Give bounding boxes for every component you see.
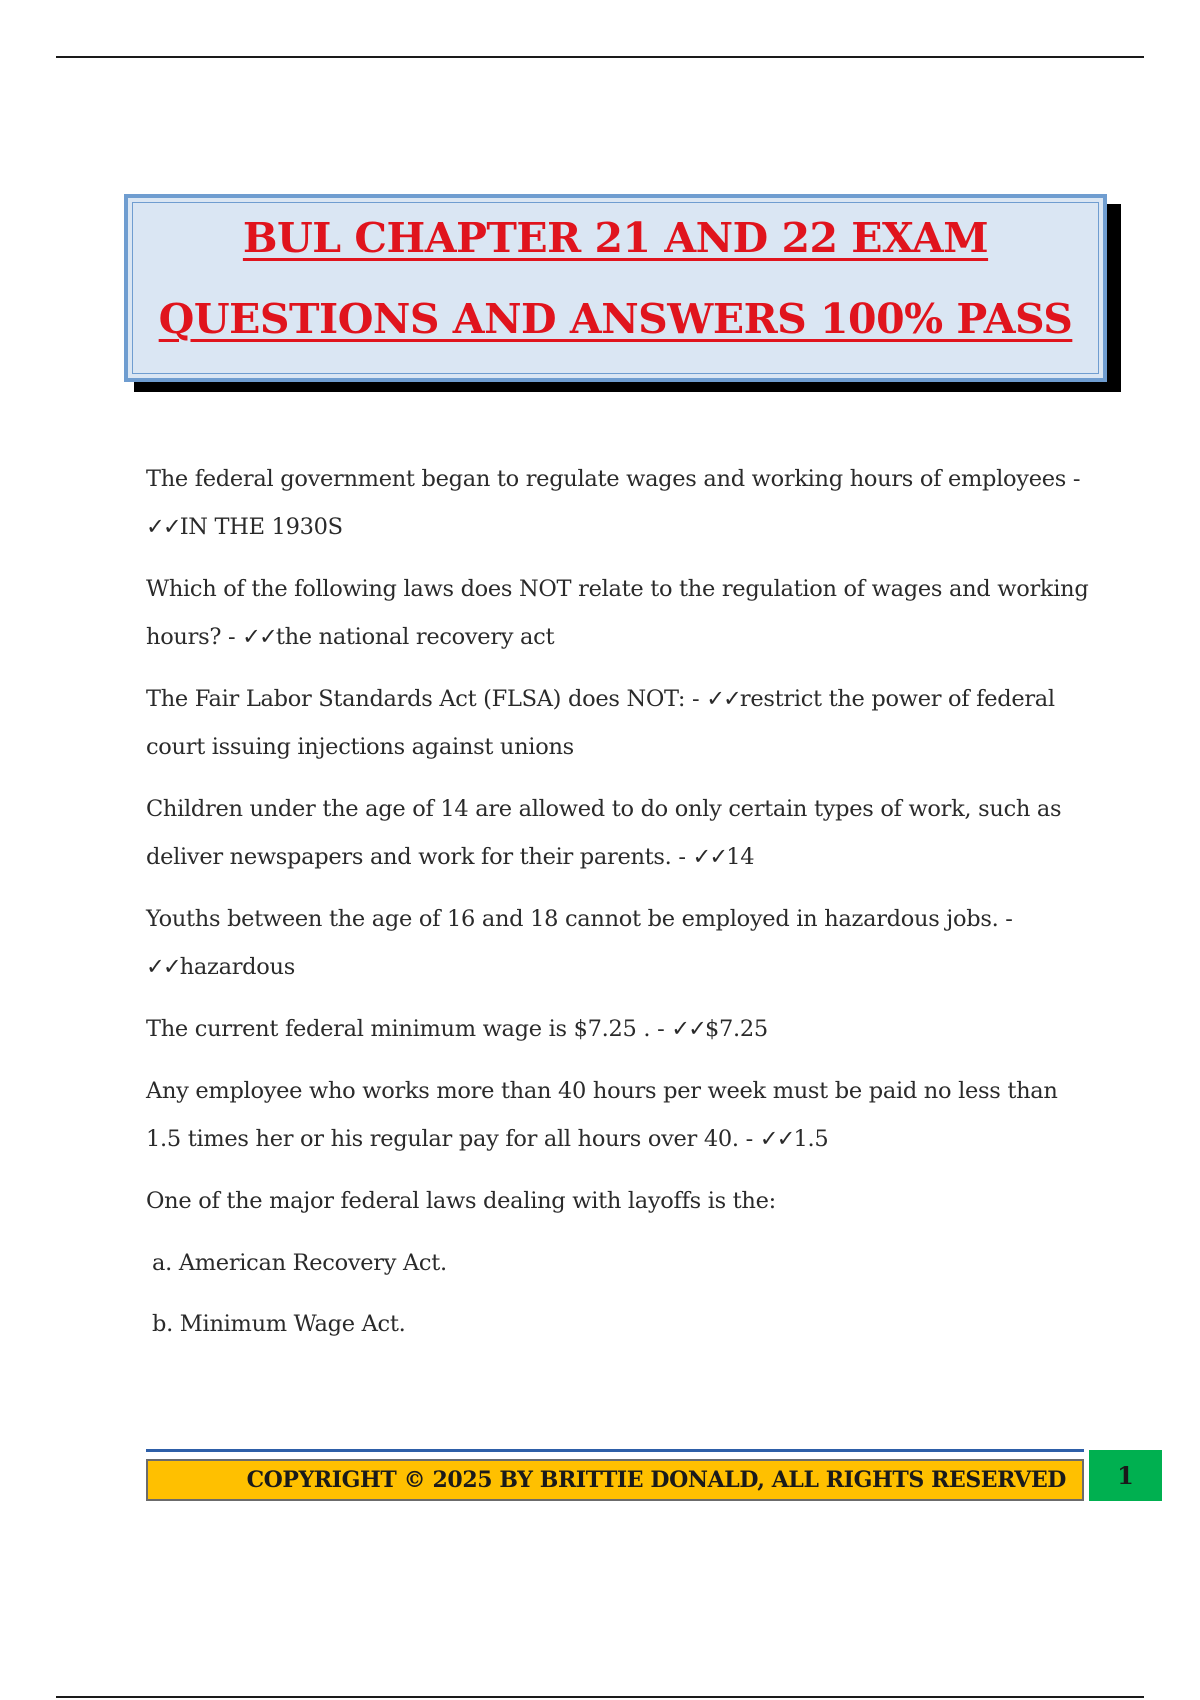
answer-text: 14 <box>726 844 755 870</box>
answer-text: the national recovery act <box>275 624 555 650</box>
question-text: The current federal minimum wage is $7.25 . - <box>146 1016 672 1042</box>
checkmark-icon: ✓✓ <box>146 954 180 980</box>
question-text: Youths between the age of 16 and 18 cannot be employed in hazardous jobs. - <box>146 906 1013 932</box>
question-text: Any employee who works more than 40 hours per week must be paid no less than 1.5 times her or his regular pay for all hours over 40. - <box>146 1078 1058 1152</box>
answer-text: restrict the power of federal court issuing injections against unions <box>146 686 1055 760</box>
checkmark-icon: ✓✓ <box>671 1016 705 1042</box>
qa-item <box>146 895 1096 991</box>
question-text: The federal government began to regulate wages and working hours of employees - <box>146 466 1081 492</box>
question-text: The Fair Labor Standards Act (FLSA) does NOT: - <box>146 686 707 712</box>
answer-text: $7.25 <box>704 1016 768 1042</box>
qa-item <box>146 785 1096 881</box>
answer-option: a. American Recovery Act. <box>152 1250 447 1276</box>
checkmark-icon: ✓✓ <box>146 514 180 540</box>
answer-text: IN THE 1930S <box>179 514 343 540</box>
qa-item <box>146 455 1096 551</box>
checkmark-icon: ✓✓ <box>706 686 740 712</box>
document-title-line-2: QUESTIONS AND ANSWERS 100% PASS <box>158 295 1073 343</box>
top-rule <box>56 56 1144 58</box>
question-text: Which of the following laws does NOT relate to the regulation of wages and working hours? - <box>146 576 1089 650</box>
qa-item <box>146 1005 1096 1053</box>
answer-text: hazardous <box>179 954 295 980</box>
bottom-rule <box>56 1696 1144 1698</box>
copyright-bar: COPYRIGHT © 2025 BY BRITTIE DONALD, ALL RIGHTS RESERVED <box>146 1459 1084 1501</box>
checkmark-icon: ✓✓ <box>692 844 727 870</box>
qa-item <box>146 1067 1096 1163</box>
question-list <box>146 455 1096 1361</box>
qa-item <box>146 675 1096 771</box>
qa-item <box>146 565 1096 661</box>
answer-option: b. Minimum Wage Act. <box>152 1311 406 1337</box>
checkmark-icon: ✓✓ <box>242 624 276 650</box>
footer-rule <box>146 1449 1084 1452</box>
last-question-text: One of the major federal laws dealing with layoffs is the: <box>146 1188 776 1214</box>
answer-text: 1.5 <box>793 1126 829 1152</box>
checkmark-icon: ✓✓ <box>759 1126 794 1152</box>
title-box <box>124 194 1107 382</box>
document-title-line-1: BUL CHAPTER 21 AND 22 EXAM <box>242 214 989 262</box>
page-number-badge: 1 <box>1089 1450 1162 1501</box>
question-text: Children under the age of 14 are allowed to do only certain types of work, such as deliver newspapers and work for their parents. - <box>146 796 1062 870</box>
